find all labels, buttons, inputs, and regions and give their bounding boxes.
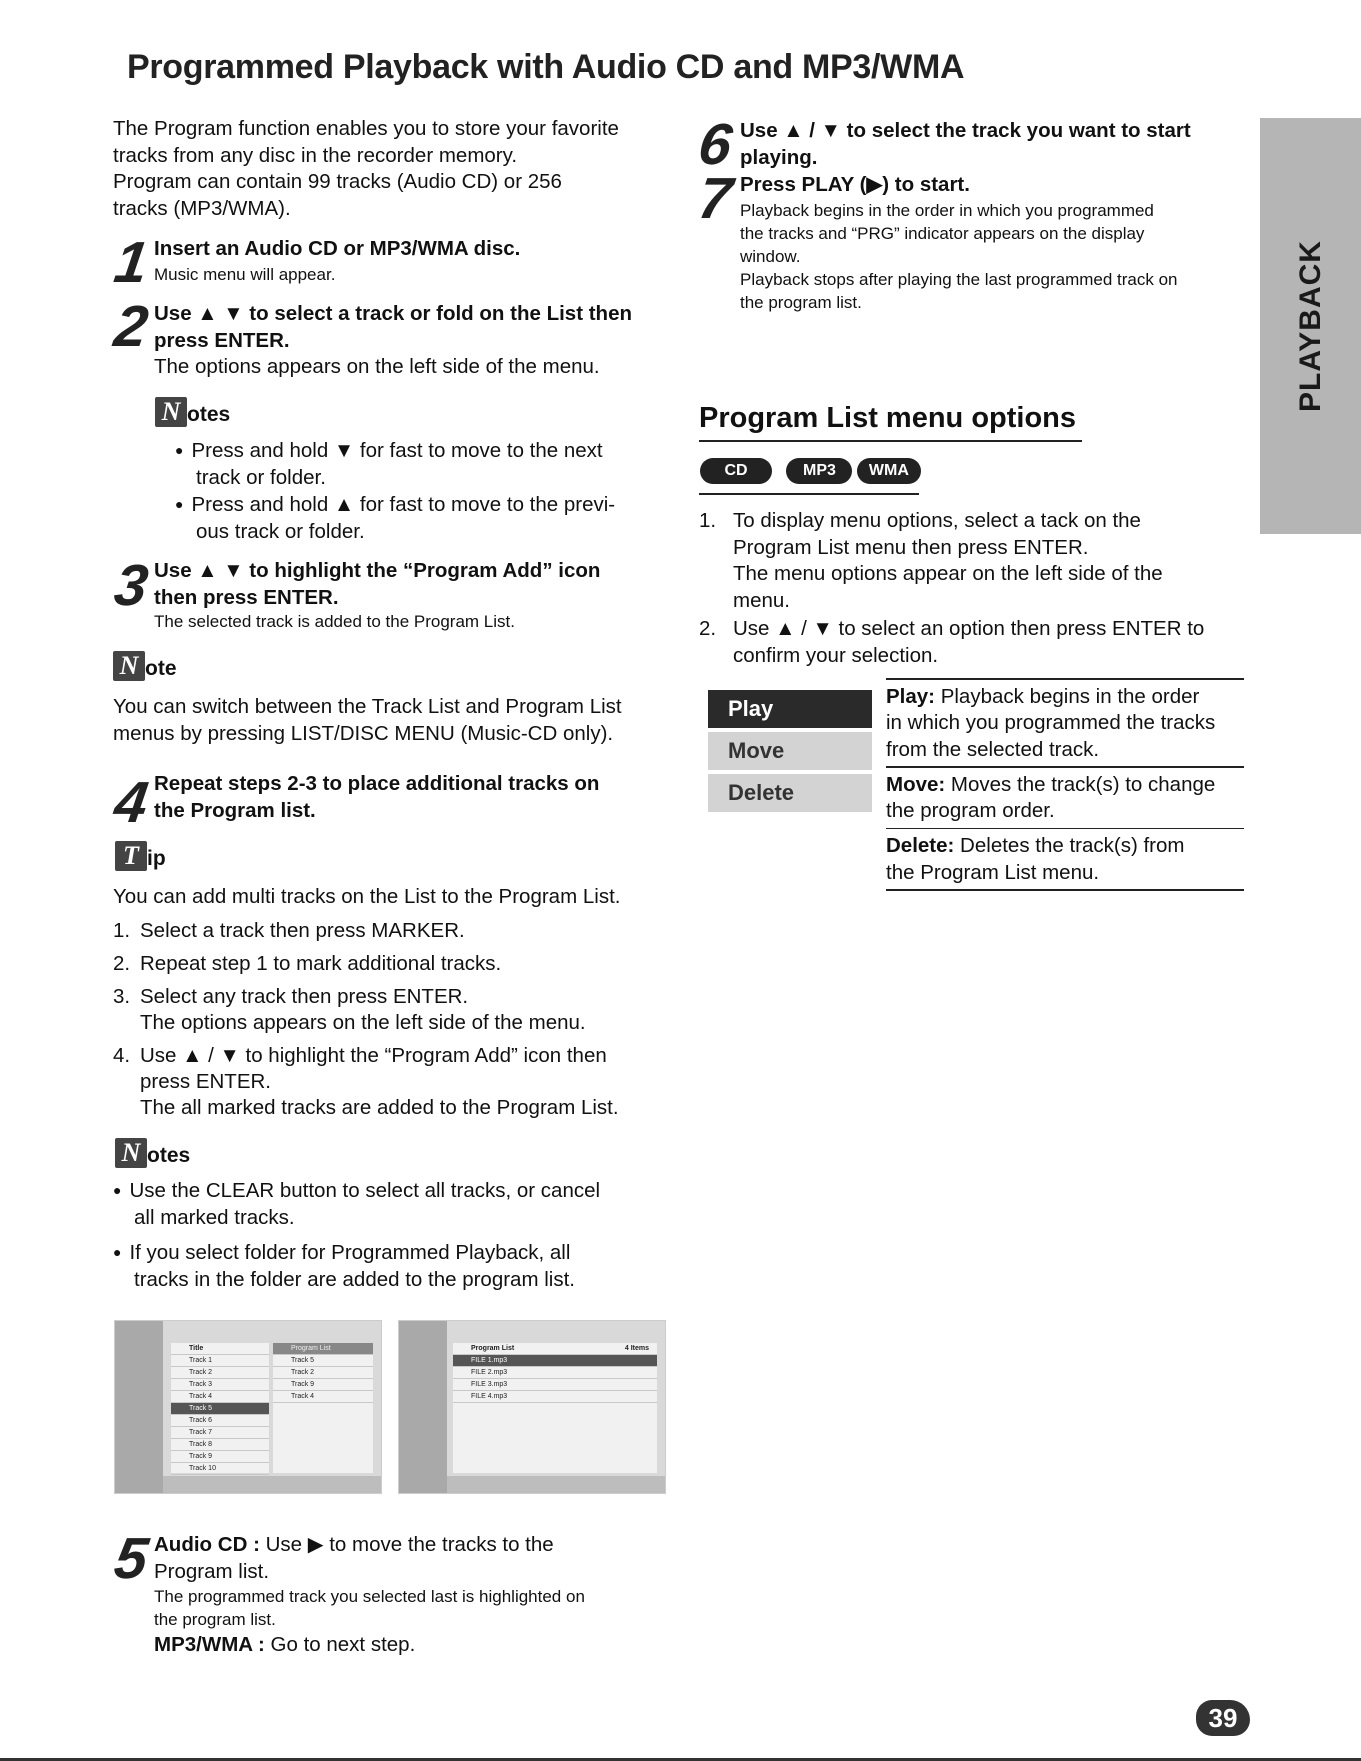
step-title-line: press ENTER. — [154, 328, 290, 352]
notes-list — [175, 437, 615, 545]
step-number: 6 — [694, 112, 736, 177]
note-label: ote — [145, 657, 177, 680]
program-list-header: Program List — [273, 1343, 373, 1355]
cd-badge: CD — [700, 458, 772, 484]
list-item — [699, 616, 1204, 669]
definition-term: Move: — [886, 772, 946, 796]
section-tab — [1260, 118, 1361, 534]
step-text: Go to next step. — [264, 1633, 416, 1656]
options-panel — [399, 1321, 447, 1493]
step-title — [154, 771, 599, 824]
definition-play — [886, 680, 1244, 767]
list-item: Track 1 — [171, 1355, 269, 1367]
intro-line: tracks from any disc in the recorder memory. — [113, 143, 518, 167]
list-item-text: Use ▲ / ▼ to highlight the “Program Add” icon then — [140, 1044, 607, 1067]
list-item-text: The all marked tracks are added to the Program List. — [140, 1096, 619, 1119]
program-list-header — [453, 1343, 657, 1355]
step-title-line: then press ENTER. — [154, 585, 339, 609]
list-item: Track 9 — [273, 1379, 373, 1391]
list-number: 3. — [113, 985, 131, 1008]
step-note — [154, 1585, 585, 1631]
list-item-text: all marked tracks. — [134, 1205, 295, 1229]
mp3-program-list-screenshot — [398, 1320, 666, 1494]
list-item — [113, 918, 619, 944]
step-title-line: playing. — [740, 145, 818, 169]
list-item-text: Press and hold ▼ for fast to move to the next — [191, 439, 603, 462]
step-title-line: Use ▲ ▼ to select a track or fold on the List then — [154, 302, 632, 325]
list-number: 1. — [113, 919, 131, 942]
badge-rule — [699, 493, 919, 495]
step-text: Use ▶ to move the tracks to the — [259, 1533, 554, 1556]
list-item: Track 4 — [171, 1391, 269, 1403]
definition-text: Deletes the track(s) from — [954, 834, 1185, 857]
list-item-text: Repeat step 1 to mark additional tracks. — [140, 952, 502, 975]
list-item: Track 7 — [171, 1427, 269, 1439]
definition-move — [886, 768, 1244, 828]
list-number: 4. — [113, 1044, 131, 1067]
list-item: FILE 3.mp3 — [453, 1379, 657, 1391]
step-label: Audio CD : — [154, 1533, 260, 1556]
tip-icon: T — [115, 841, 147, 871]
wma-badge: WMA — [857, 458, 921, 484]
step-number: 2 — [110, 294, 152, 359]
list-item: Track 9 — [171, 1451, 269, 1463]
step-body-line: Playback begins in the order in which you programmed — [740, 201, 1154, 220]
tip-list — [113, 918, 619, 1121]
page-title: Programmed Playback with Audio CD and MP3/WMA — [127, 48, 965, 86]
list-item — [113, 984, 619, 1036]
list-item: FILE 1.mp3 — [453, 1355, 657, 1367]
intro-line: tracks (MP3/WMA). — [113, 196, 291, 220]
section-heading: Program List menu options — [699, 402, 1077, 434]
track-list-header: Title — [171, 1343, 269, 1355]
note-icon: N — [113, 651, 145, 681]
item-count: 4 Items — [624, 1345, 649, 1352]
list-number: 1. — [699, 509, 717, 532]
step-body-line: the program list. — [740, 293, 862, 312]
note-line: menus by pressing LIST/DISC MENU (Music-CD only). — [113, 721, 614, 745]
list-item — [113, 1239, 600, 1267]
definition-term: Delete: — [886, 834, 955, 857]
step-title — [154, 301, 632, 354]
program-list — [273, 1343, 373, 1473]
list-item-text: Select a track then press MARKER. — [140, 919, 465, 942]
list-item-text: press ENTER. — [140, 1070, 271, 1093]
notes-label: otes — [187, 403, 231, 426]
list-item-text: If you select folder for Programmed Playback, all — [129, 1241, 571, 1264]
list-item: Track 8 — [171, 1439, 269, 1451]
disc-type-badges — [700, 458, 921, 484]
notes-heading — [155, 397, 230, 427]
step-body — [740, 199, 1178, 314]
notes-icon: N — [155, 397, 187, 427]
definition-text: the Program List menu. — [886, 860, 1100, 884]
step-body-line: the tracks and “PRG” indicator appears on the display — [740, 224, 1145, 243]
list-item-text: Press and hold ▲ for fast to move to the previ- — [191, 493, 616, 516]
list-item-text: tracks in the folder are added to the program list. — [134, 1267, 575, 1291]
step-title-line: Use ▲ ▼ to highlight the “Program Add” icon — [154, 559, 601, 582]
notes-label: otes — [147, 1144, 191, 1167]
definition-term: Play: — [886, 684, 935, 708]
note-text — [113, 694, 622, 747]
list-item: Track 3 — [171, 1379, 269, 1391]
list-item: Track 2 — [273, 1367, 373, 1379]
page-number: 39 — [1196, 1700, 1250, 1736]
program-list-title: Program List — [471, 1345, 515, 1352]
step-number: 7 — [694, 166, 736, 231]
section-tab-label: PLAYBACK — [1293, 240, 1327, 412]
notes-icon: N — [115, 1138, 147, 1168]
step-note-line: the program list. — [154, 1610, 276, 1629]
list-item — [113, 1177, 600, 1205]
list-item-text: ous track or folder. — [196, 519, 365, 543]
note-line: You can switch between the Track List and Program List — [113, 695, 622, 718]
intro-line: Program can contain 99 tracks (Audio CD) or 256 — [113, 170, 562, 193]
list-item — [699, 508, 1204, 614]
menu-item-move: Move — [708, 732, 872, 770]
step-number: 1 — [110, 230, 152, 295]
list-item — [113, 1043, 619, 1121]
step-number: 3 — [110, 553, 152, 618]
step-body — [154, 1632, 415, 1659]
menu-item-delete: Delete — [708, 774, 872, 812]
list-item: Track 5 — [273, 1355, 373, 1367]
step-title-line: the Program list. — [154, 798, 316, 822]
notes-heading — [115, 1138, 190, 1168]
note-heading — [113, 651, 177, 681]
list-item-text: The options appears on the left side of the menu. — [140, 1011, 586, 1034]
list-item-text: To display menu options, select a tack on the — [733, 509, 1141, 532]
track-list — [171, 1343, 269, 1473]
list-item: Track 6 — [171, 1415, 269, 1427]
step-title — [154, 558, 600, 611]
step-body: The options appears on the left side of the menu. — [154, 355, 600, 378]
tip-intro: You can add multi tracks on the List to the Program List. — [113, 885, 621, 908]
list-item: Track 10 — [171, 1463, 269, 1475]
intro-line: The Program function enables you to store your favorite — [113, 117, 619, 140]
list-item: FILE 4.mp3 — [453, 1391, 657, 1403]
list-item-text: track or folder. — [196, 465, 326, 489]
step-note-line: The programmed track you selected last is highlighted on — [154, 1587, 585, 1606]
step-number: 4 — [110, 770, 152, 835]
step-title — [740, 118, 1191, 171]
list-item: Track 4 — [273, 1391, 373, 1403]
definition-text: from the selected track. — [886, 737, 1100, 761]
definition-text: Moves the track(s) to change — [945, 772, 1216, 796]
definition-text: in which you programmed the tracks — [886, 711, 1216, 734]
button-guide-bar — [163, 1476, 381, 1493]
step-body-line: Playback stops after playing the last programmed track on — [740, 270, 1178, 289]
menu-item-play: Play — [708, 690, 872, 728]
list-item-text: The menu options appear on the left side of the — [733, 562, 1163, 585]
list-item — [113, 951, 619, 977]
section-heading-rule — [699, 440, 1082, 442]
definition-delete — [886, 829, 1244, 889]
list-item: Track 5 — [171, 1403, 269, 1415]
step-title-line: Use ▲ / ▼ to select the track you want to start — [740, 119, 1191, 142]
step-body: The selected track is added to the Program List. — [154, 612, 515, 631]
menu-options-illustration — [708, 690, 872, 816]
list-item-text: menu. — [733, 588, 790, 612]
list-item-text: confirm your selection. — [733, 643, 939, 667]
list-item: Track 2 — [171, 1367, 269, 1379]
tip-label: ip — [147, 847, 166, 870]
list-item — [175, 437, 615, 465]
audio-cd-menu-screenshot — [114, 1320, 382, 1494]
list-number: 2. — [699, 617, 717, 640]
step-body — [154, 1532, 554, 1585]
step-body-line: window. — [740, 247, 801, 266]
step-text: Program list. — [154, 1559, 270, 1583]
notes-list — [113, 1177, 600, 1293]
mp3-badge: MP3 — [786, 458, 852, 484]
options-panel — [115, 1321, 163, 1493]
button-guide-bar — [447, 1476, 665, 1493]
list-item: FILE 2.mp3 — [453, 1367, 657, 1379]
list-item-text: Use ▲ / ▼ to select an option then press ENTER to — [733, 617, 1205, 640]
program-list — [453, 1343, 657, 1473]
list-item-text: Program List menu then press ENTER. — [733, 535, 1089, 559]
definition-rule — [886, 889, 1244, 891]
step-body: Music menu will appear. — [154, 265, 336, 284]
step-title: Press PLAY (▶) to start. — [740, 173, 970, 196]
list-item-text: Select any track then press ENTER. — [140, 985, 469, 1008]
step-title: Insert an Audio CD or MP3/WMA disc. — [154, 237, 521, 260]
step-label: MP3/WMA : — [154, 1633, 265, 1656]
list-item — [175, 491, 615, 519]
instruction-list — [699, 508, 1204, 669]
step-title-line: Repeat steps 2-3 to place additional tracks on — [154, 772, 600, 795]
step-number: 5 — [110, 1526, 152, 1591]
tip-heading — [115, 841, 166, 871]
menu-option-definitions — [886, 678, 1244, 891]
intro-paragraph — [113, 116, 619, 222]
definition-text: Playback begins in the order — [935, 684, 1200, 708]
definition-text: the program order. — [886, 799, 1055, 822]
list-number: 2. — [113, 952, 131, 975]
list-item-text: Use the CLEAR button to select all tracks, or cancel — [129, 1179, 601, 1202]
